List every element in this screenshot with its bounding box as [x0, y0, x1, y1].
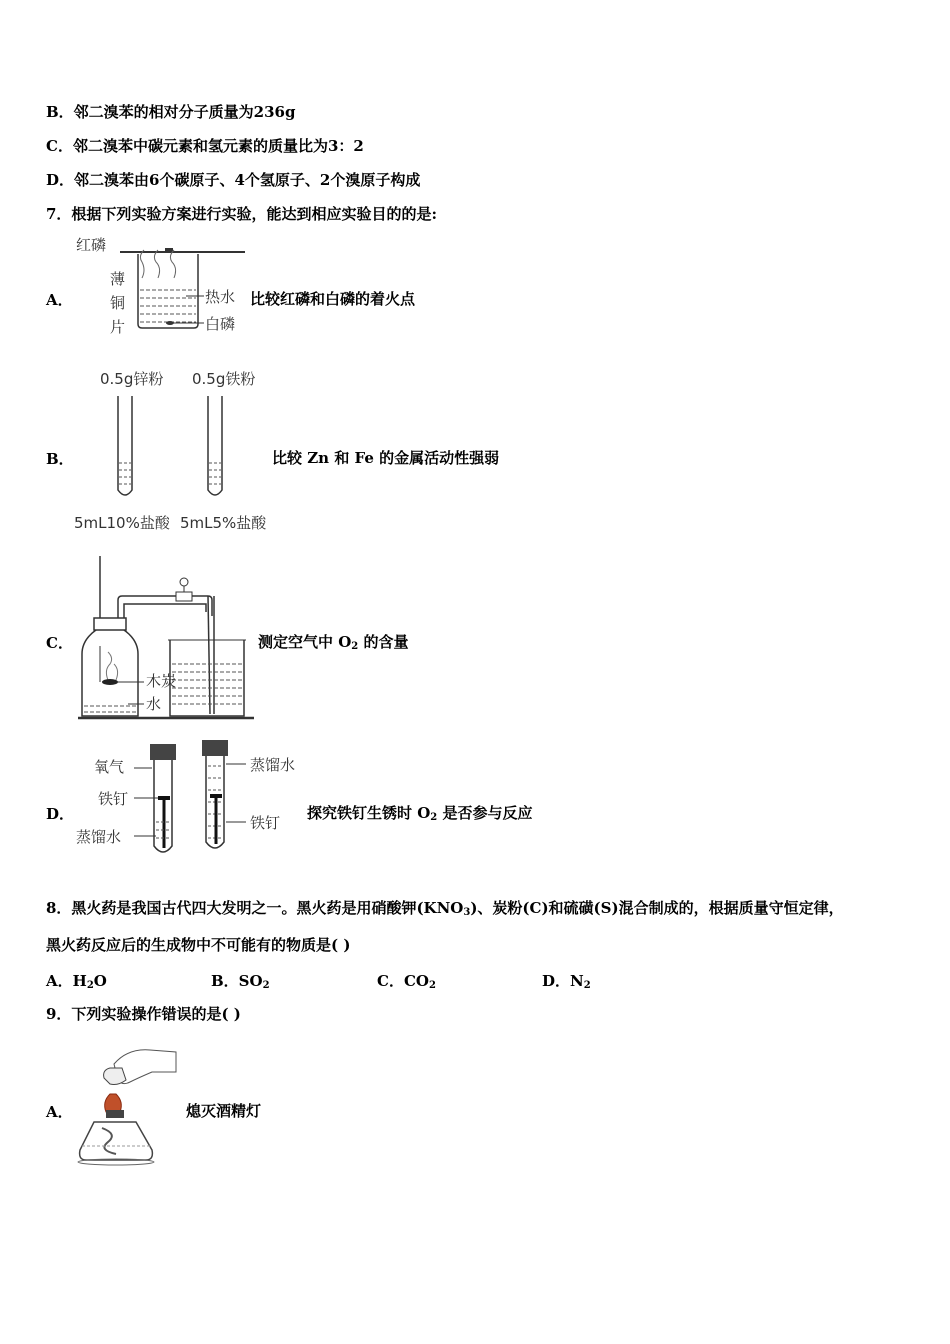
fig-zinc-powder: 0.5g锌粉 [100, 370, 164, 388]
q9-stem: 9．下列实验操作错误的是( ) [46, 1005, 241, 1023]
q7-d-figure [74, 738, 314, 860]
fig-copper: 铜 [110, 294, 126, 312]
q8-option-d: D．$N_2$ [542, 972, 591, 991]
q7-d-description: 探究铁钉生锈时 $O_2$ 是否参与反应 [307, 804, 533, 823]
fig-nail-2: 铁钉 [250, 814, 281, 832]
q7-a-description: 比较红磷和白磷的着火点 [250, 290, 416, 308]
q7-b-description: 比较 Zn 和 Fe 的金属活动性强弱 [272, 449, 500, 467]
q9-a-description: 熄灭酒精灯 [186, 1102, 262, 1120]
q7-c-description: 测定空气中 $O_2$ 的含量 [258, 633, 409, 652]
q7-a-label: A． [46, 291, 73, 309]
fig-thin: 薄 [110, 270, 126, 288]
fig-white-phosphorus: 白磷 [205, 315, 236, 333]
q9-a-figure [74, 1042, 184, 1166]
q6-option-d: D．邻二溴苯由6个碳原子、4个氢原子、2个溴原子构成 [46, 171, 421, 189]
q8-stem-line2: 黑火药反应后的生成物中不可能有的物质是( ) [46, 936, 351, 954]
q8-stem-line1: 8．黑火药是我国古代四大发明之一。黑火药是用硝酸钾$(KNO_3)$、炭粉(C)和硫磺(S)混合制成的，根据质量守恒定律， [46, 899, 844, 918]
fig-water: 水 [146, 695, 162, 713]
q8-option-b: B．$SO_2$ [211, 972, 270, 991]
fig-sheet: 片 [110, 318, 126, 336]
q7-stem: 7．根据下列实验方案进行实验，能达到相应实验目的的是: [46, 205, 437, 223]
fig-oxygen: 氧气 [94, 758, 125, 776]
q6-option-c: C．邻二溴苯中碳元素和氢元素的质量比为3：2 [46, 137, 364, 155]
q7-b-label: B． [46, 450, 74, 468]
q6-option-b: B．邻二溴苯的相对分子质量为236g [46, 103, 296, 121]
fig-hot-water: 热水 [205, 288, 236, 306]
fig-acid-10: 5mL10%盐酸 [74, 514, 170, 532]
fig-acid-5: 5mL5%盐酸 [180, 514, 267, 532]
fig-charcoal: 木炭 [146, 672, 177, 690]
q8-option-c: C．$CO_2$ [377, 972, 436, 991]
q7-c-figure [78, 556, 258, 722]
q9-a-label: A． [46, 1103, 73, 1121]
q7-d-label: D． [46, 805, 75, 823]
fig-nail-1: 铁钉 [98, 790, 129, 808]
fig-distilled-water-2: 蒸馏水 [250, 756, 296, 774]
q8-option-a: A．$H_2O$ [46, 972, 107, 991]
fig-iron-powder: 0.5g铁粉 [192, 370, 256, 388]
fig-distilled-water-1: 蒸馏水 [76, 828, 122, 846]
q7-a-figure [70, 232, 250, 342]
q7-b-figure [70, 366, 280, 536]
fig-red-phosphorus: 红磷 [76, 236, 107, 254]
q7-c-label: C． [46, 634, 73, 652]
